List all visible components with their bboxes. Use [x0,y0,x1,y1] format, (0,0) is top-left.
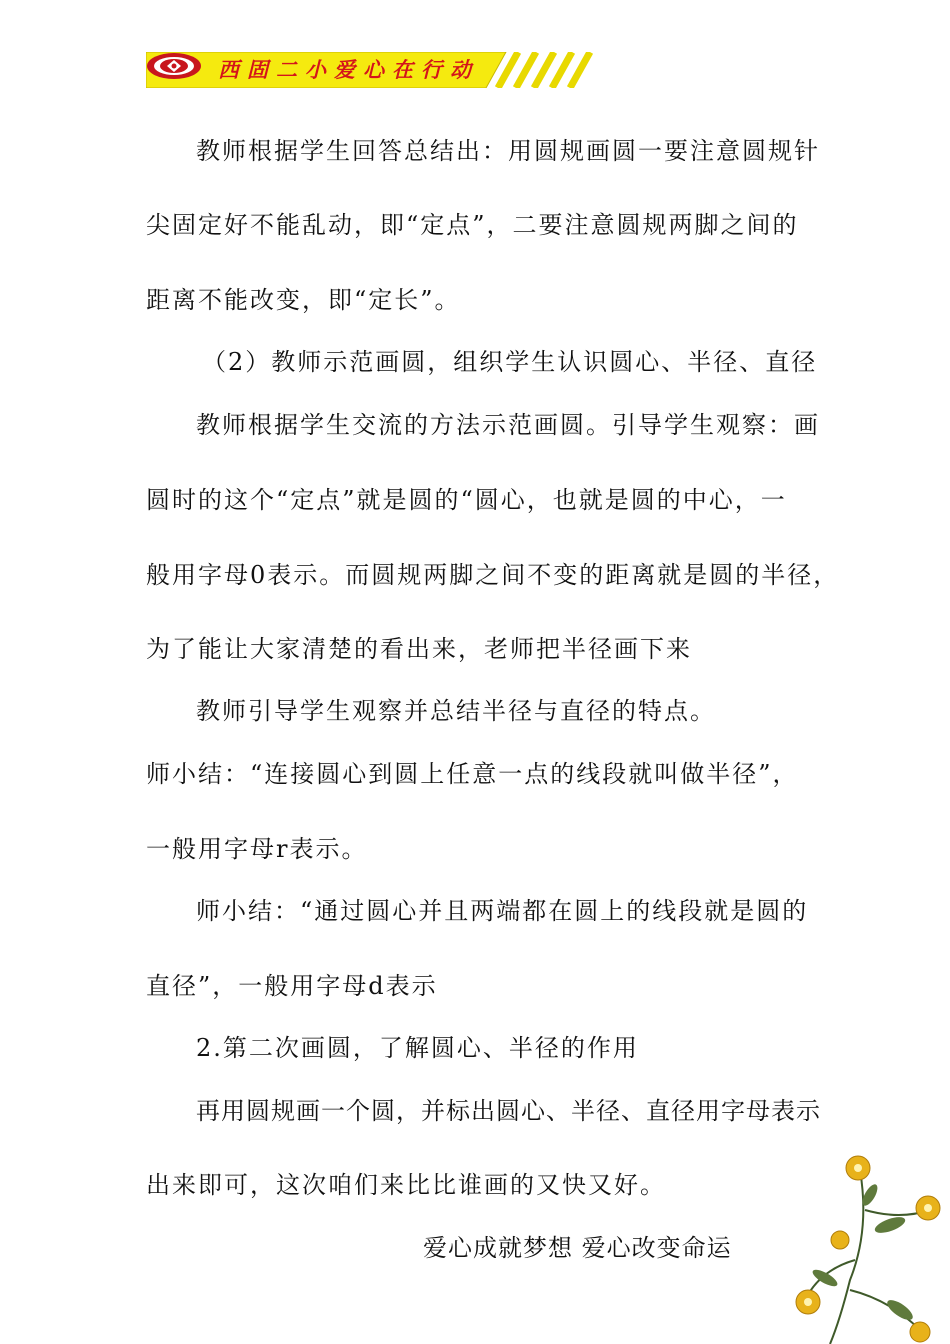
paragraph-line: 教师引导学生观察并总结半径与直径的特点。 [196,697,716,725]
paragraph-line: （2）教师示范画圆，组织学生认识圆心、半径、直径 [202,348,818,376]
banner-title: 西固二小爱心在行动 [218,58,479,82]
paragraph-line: 尖固定好不能乱动，即“定点”，二要注意圆规两脚之间的 [146,211,799,239]
footer-slogan: 爱心成就梦想 爱心改变命运 [423,1234,732,1262]
paragraph-line: 教师根据学生回答总结出：用圆规画圆一要注意圆规针 [196,137,820,165]
header-banner [146,52,600,88]
paragraph-line: 圆时的这个“定点”就是圆的“圆心，也就是圆的中心，一 [146,486,787,514]
paragraph-line: 般用字母0表示。而圆规两脚之间不变的距离就是圆的半径， [146,561,840,589]
paragraph-line: 一般用字母r表示。 [146,835,368,863]
paragraph-line: 再用圆规画一个圆，并标出圆心、半径、直径用字母表示 [196,1097,821,1125]
paragraph-line: 直径”，一般用字母d表示 [146,972,438,1000]
paragraph-line: 2.第二次画圆，了解圆心、半径的作用 [196,1034,639,1062]
paragraph-line: 教师根据学生交流的方法示范画圆。引导学生观察：画 [196,411,820,439]
school-logo-icon [146,52,202,80]
paragraph-line: 出来即可，这次咱们来比比谁画的又快又好。 [146,1171,666,1199]
paragraph-line: 距离不能改变，即“定长”。 [146,286,461,314]
paragraph-line: 为了能让大家清楚的看出来，老师把半径画下来 [146,635,692,663]
paragraph-line: 师小结：“连接圆心到圆上任意一点的线段就叫做半径”， [146,760,799,788]
paragraph-line: 师小结：“通过圆心并且两端都在圆上的线段就是圆的 [196,897,809,925]
chrysanthemum-flower-icon [790,1150,950,1344]
